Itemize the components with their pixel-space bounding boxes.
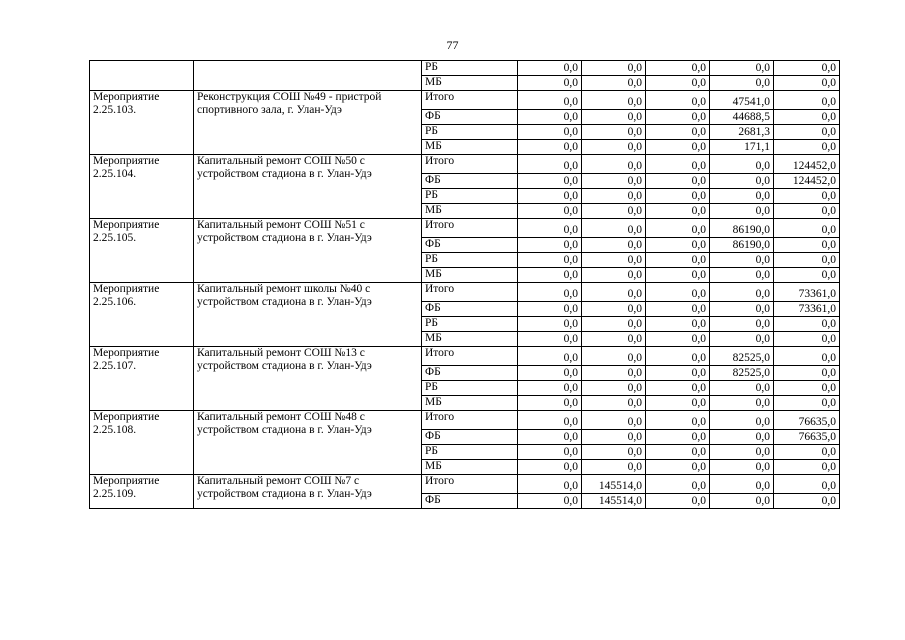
value-cell: 0,0 — [774, 91, 840, 110]
value-cell: 0,0 — [710, 381, 774, 396]
value-cell: 0,0 — [582, 332, 646, 347]
description-cell: Капитальный ремонт СОШ №51 с устройством стадиона в г. Улан-Удэ — [194, 219, 422, 283]
event-cell: Мероприятие 2.25.104. — [90, 155, 194, 219]
value-cell: 0,0 — [518, 317, 582, 332]
funding-source-cell: РБ — [422, 253, 518, 268]
value-cell: 0,0 — [582, 445, 646, 460]
value-cell: 0,0 — [518, 302, 582, 317]
table-row — [90, 219, 840, 238]
value-cell: 0,0 — [646, 381, 710, 396]
funding-source-cell: МБ — [422, 76, 518, 91]
value-cell: 0,0 — [710, 411, 774, 430]
value-cell: 0,0 — [710, 430, 774, 445]
value-cell: 0,0 — [518, 204, 582, 219]
funding-source-cell: РБ — [422, 125, 518, 140]
value-cell: 47541,0 — [710, 91, 774, 110]
value-cell: 82525,0 — [710, 366, 774, 381]
value-cell: 0,0 — [774, 76, 840, 91]
value-cell: 0,0 — [710, 445, 774, 460]
value-cell: 0,0 — [646, 475, 710, 494]
value-cell: 82525,0 — [710, 347, 774, 366]
value-cell: 145514,0 — [582, 494, 646, 509]
table-row — [90, 155, 840, 174]
funding-source-cell: РБ — [422, 381, 518, 396]
value-cell: 0,0 — [582, 76, 646, 91]
value-cell: 0,0 — [582, 204, 646, 219]
table-row — [90, 475, 840, 494]
value-cell: 0,0 — [518, 283, 582, 302]
value-cell: 0,0 — [646, 110, 710, 125]
value-cell: 0,0 — [774, 317, 840, 332]
value-cell: 0,0 — [582, 253, 646, 268]
value-cell: 0,0 — [710, 283, 774, 302]
value-cell: 0,0 — [518, 110, 582, 125]
value-cell: 73361,0 — [774, 283, 840, 302]
description-cell — [194, 61, 422, 91]
value-cell: 0,0 — [646, 76, 710, 91]
event-cell: Мероприятие 2.25.106. — [90, 283, 194, 347]
funding-source-cell: МБ — [422, 332, 518, 347]
value-cell: 0,0 — [582, 125, 646, 140]
value-cell: 0,0 — [774, 204, 840, 219]
value-cell: 0,0 — [774, 189, 840, 204]
value-cell: 0,0 — [582, 110, 646, 125]
funding-source-cell: ФБ — [422, 302, 518, 317]
value-cell: 0,0 — [518, 494, 582, 509]
value-cell: 0,0 — [646, 494, 710, 509]
value-cell: 0,0 — [774, 445, 840, 460]
value-cell: 0,0 — [774, 268, 840, 283]
value-cell: 0,0 — [710, 494, 774, 509]
value-cell: 0,0 — [646, 283, 710, 302]
value-cell: 0,0 — [646, 219, 710, 238]
value-cell: 0,0 — [518, 219, 582, 238]
description-cell: Реконструкция СОШ №49 - пристрой спортивного зала, г. Улан-Удэ — [194, 91, 422, 155]
event-cell: Мероприятие 2.25.108. — [90, 411, 194, 475]
value-cell: 0,0 — [710, 155, 774, 174]
funding-source-cell: МБ — [422, 268, 518, 283]
value-cell: 0,0 — [582, 283, 646, 302]
table-row — [90, 283, 840, 302]
value-cell: 0,0 — [646, 61, 710, 76]
value-cell: 0,0 — [646, 317, 710, 332]
page-number: 77 — [446, 38, 459, 52]
value-cell: 0,0 — [774, 219, 840, 238]
value-cell: 0,0 — [518, 61, 582, 76]
funding-source-cell: МБ — [422, 396, 518, 411]
value-cell: 0,0 — [582, 91, 646, 110]
funding-source-cell: РБ — [422, 445, 518, 460]
value-cell: 0,0 — [710, 460, 774, 475]
value-cell: 0,0 — [582, 140, 646, 155]
value-cell: 0,0 — [582, 302, 646, 317]
value-cell: 0,0 — [710, 332, 774, 347]
funding-source-cell: РБ — [422, 317, 518, 332]
value-cell: 0,0 — [646, 430, 710, 445]
funding-source-cell: ФБ — [422, 494, 518, 509]
table-row — [90, 411, 840, 430]
value-cell: 0,0 — [710, 302, 774, 317]
value-cell: 0,0 — [710, 396, 774, 411]
value-cell: 0,0 — [582, 347, 646, 366]
value-cell: 2681,3 — [710, 125, 774, 140]
funding-source-cell: ФБ — [422, 174, 518, 189]
funding-source-cell: Итого — [422, 475, 518, 494]
event-cell — [90, 61, 194, 91]
value-cell: 0,0 — [582, 268, 646, 283]
value-cell: 0,0 — [646, 411, 710, 430]
table-row — [90, 61, 840, 76]
funding-source-cell: ФБ — [422, 238, 518, 253]
value-cell: 0,0 — [582, 219, 646, 238]
value-cell: 0,0 — [774, 475, 840, 494]
value-cell: 0,0 — [646, 189, 710, 204]
funding-source-cell: Итого — [422, 411, 518, 430]
value-cell: 76635,0 — [774, 430, 840, 445]
funding-source-cell: МБ — [422, 140, 518, 155]
value-cell: 124452,0 — [774, 155, 840, 174]
event-cell: Мероприятие 2.25.109. — [90, 475, 194, 509]
value-cell: 0,0 — [710, 268, 774, 283]
value-cell: 0,0 — [518, 76, 582, 91]
value-cell: 0,0 — [646, 91, 710, 110]
value-cell: 0,0 — [710, 76, 774, 91]
value-cell: 0,0 — [582, 381, 646, 396]
value-cell: 0,0 — [518, 253, 582, 268]
description-cell: Капитальный ремонт СОШ №48 с устройством стадиона в г. Улан-Удэ — [194, 411, 422, 475]
value-cell: 0,0 — [710, 189, 774, 204]
description-cell: Капитальный ремонт СОШ №50 с устройством стадиона в г. Улан-Удэ — [194, 155, 422, 219]
value-cell: 0,0 — [518, 155, 582, 174]
funding-source-cell: ФБ — [422, 110, 518, 125]
value-cell: 76635,0 — [774, 411, 840, 430]
table-row — [90, 347, 840, 366]
value-cell: 0,0 — [518, 445, 582, 460]
value-cell: 0,0 — [710, 61, 774, 76]
value-cell: 0,0 — [774, 347, 840, 366]
value-cell: 0,0 — [646, 445, 710, 460]
value-cell: 0,0 — [582, 366, 646, 381]
table-row — [90, 91, 840, 110]
value-cell: 0,0 — [646, 125, 710, 140]
value-cell: 86190,0 — [710, 238, 774, 253]
funding-source-cell: Итого — [422, 219, 518, 238]
value-cell: 0,0 — [646, 140, 710, 155]
value-cell: 0,0 — [518, 381, 582, 396]
value-cell: 0,0 — [774, 494, 840, 509]
value-cell: 0,0 — [582, 189, 646, 204]
value-cell: 0,0 — [518, 430, 582, 445]
value-cell: 0,0 — [710, 475, 774, 494]
description-cell: Капитальный ремонт школы №40 с устройством стадиона в г. Улан-Удэ — [194, 283, 422, 347]
funding-source-cell: МБ — [422, 204, 518, 219]
funding-source-cell: РБ — [422, 189, 518, 204]
funding-source-cell: ФБ — [422, 430, 518, 445]
value-cell: 0,0 — [710, 317, 774, 332]
value-cell: 0,0 — [518, 189, 582, 204]
value-cell: 0,0 — [774, 381, 840, 396]
value-cell: 0,0 — [710, 253, 774, 268]
value-cell: 0,0 — [646, 396, 710, 411]
value-cell: 0,0 — [518, 174, 582, 189]
value-cell: 0,0 — [582, 317, 646, 332]
value-cell: 0,0 — [518, 91, 582, 110]
value-cell: 0,0 — [646, 268, 710, 283]
value-cell: 0,0 — [518, 268, 582, 283]
value-cell: 0,0 — [518, 411, 582, 430]
value-cell: 0,0 — [646, 302, 710, 317]
value-cell: 0,0 — [774, 110, 840, 125]
value-cell: 0,0 — [582, 411, 646, 430]
value-cell: 0,0 — [518, 475, 582, 494]
value-cell: 0,0 — [646, 238, 710, 253]
value-cell: 0,0 — [518, 366, 582, 381]
value-cell: 0,0 — [582, 61, 646, 76]
value-cell: 0,0 — [518, 332, 582, 347]
funding-source-cell: Итого — [422, 91, 518, 110]
value-cell: 0,0 — [646, 332, 710, 347]
value-cell: 0,0 — [646, 253, 710, 268]
value-cell: 44688,5 — [710, 110, 774, 125]
value-cell: 0,0 — [774, 238, 840, 253]
value-cell: 0,0 — [774, 460, 840, 475]
value-cell: 124452,0 — [774, 174, 840, 189]
value-cell: 0,0 — [518, 396, 582, 411]
budget-table — [89, 60, 840, 509]
value-cell: 171,1 — [710, 140, 774, 155]
funding-source-cell: Итого — [422, 283, 518, 302]
value-cell: 0,0 — [518, 125, 582, 140]
event-cell: Мероприятие 2.25.105. — [90, 219, 194, 283]
value-cell: 0,0 — [710, 174, 774, 189]
value-cell: 0,0 — [710, 204, 774, 219]
value-cell: 145514,0 — [582, 475, 646, 494]
event-cell: Мероприятие 2.25.103. — [90, 91, 194, 155]
funding-source-cell: РБ — [422, 61, 518, 76]
value-cell: 73361,0 — [774, 302, 840, 317]
value-cell: 0,0 — [582, 174, 646, 189]
value-cell: 0,0 — [518, 140, 582, 155]
value-cell: 0,0 — [646, 460, 710, 475]
value-cell: 0,0 — [518, 347, 582, 366]
event-cell: Мероприятие 2.25.107. — [90, 347, 194, 411]
value-cell: 0,0 — [774, 332, 840, 347]
funding-source-cell: МБ — [422, 460, 518, 475]
value-cell: 0,0 — [774, 366, 840, 381]
description-cell: Капитальный ремонт СОШ №7 с устройством стадиона в г. Улан-Удэ — [194, 475, 422, 509]
value-cell: 0,0 — [646, 347, 710, 366]
value-cell: 0,0 — [582, 238, 646, 253]
value-cell: 0,0 — [582, 155, 646, 174]
value-cell: 0,0 — [774, 253, 840, 268]
value-cell: 0,0 — [582, 460, 646, 475]
value-cell: 0,0 — [646, 155, 710, 174]
value-cell: 0,0 — [774, 140, 840, 155]
value-cell: 0,0 — [646, 174, 710, 189]
value-cell: 0,0 — [582, 396, 646, 411]
description-cell: Капитальный ремонт СОШ №13 с устройством стадиона в г. Улан-Удэ — [194, 347, 422, 411]
value-cell: 0,0 — [646, 366, 710, 381]
value-cell: 86190,0 — [710, 219, 774, 238]
value-cell: 0,0 — [582, 430, 646, 445]
value-cell: 0,0 — [774, 61, 840, 76]
funding-source-cell: Итого — [422, 347, 518, 366]
value-cell: 0,0 — [774, 125, 840, 140]
value-cell: 0,0 — [518, 238, 582, 253]
funding-source-cell: Итого — [422, 155, 518, 174]
funding-source-cell: ФБ — [422, 366, 518, 381]
value-cell: 0,0 — [646, 204, 710, 219]
value-cell: 0,0 — [774, 396, 840, 411]
value-cell: 0,0 — [518, 460, 582, 475]
